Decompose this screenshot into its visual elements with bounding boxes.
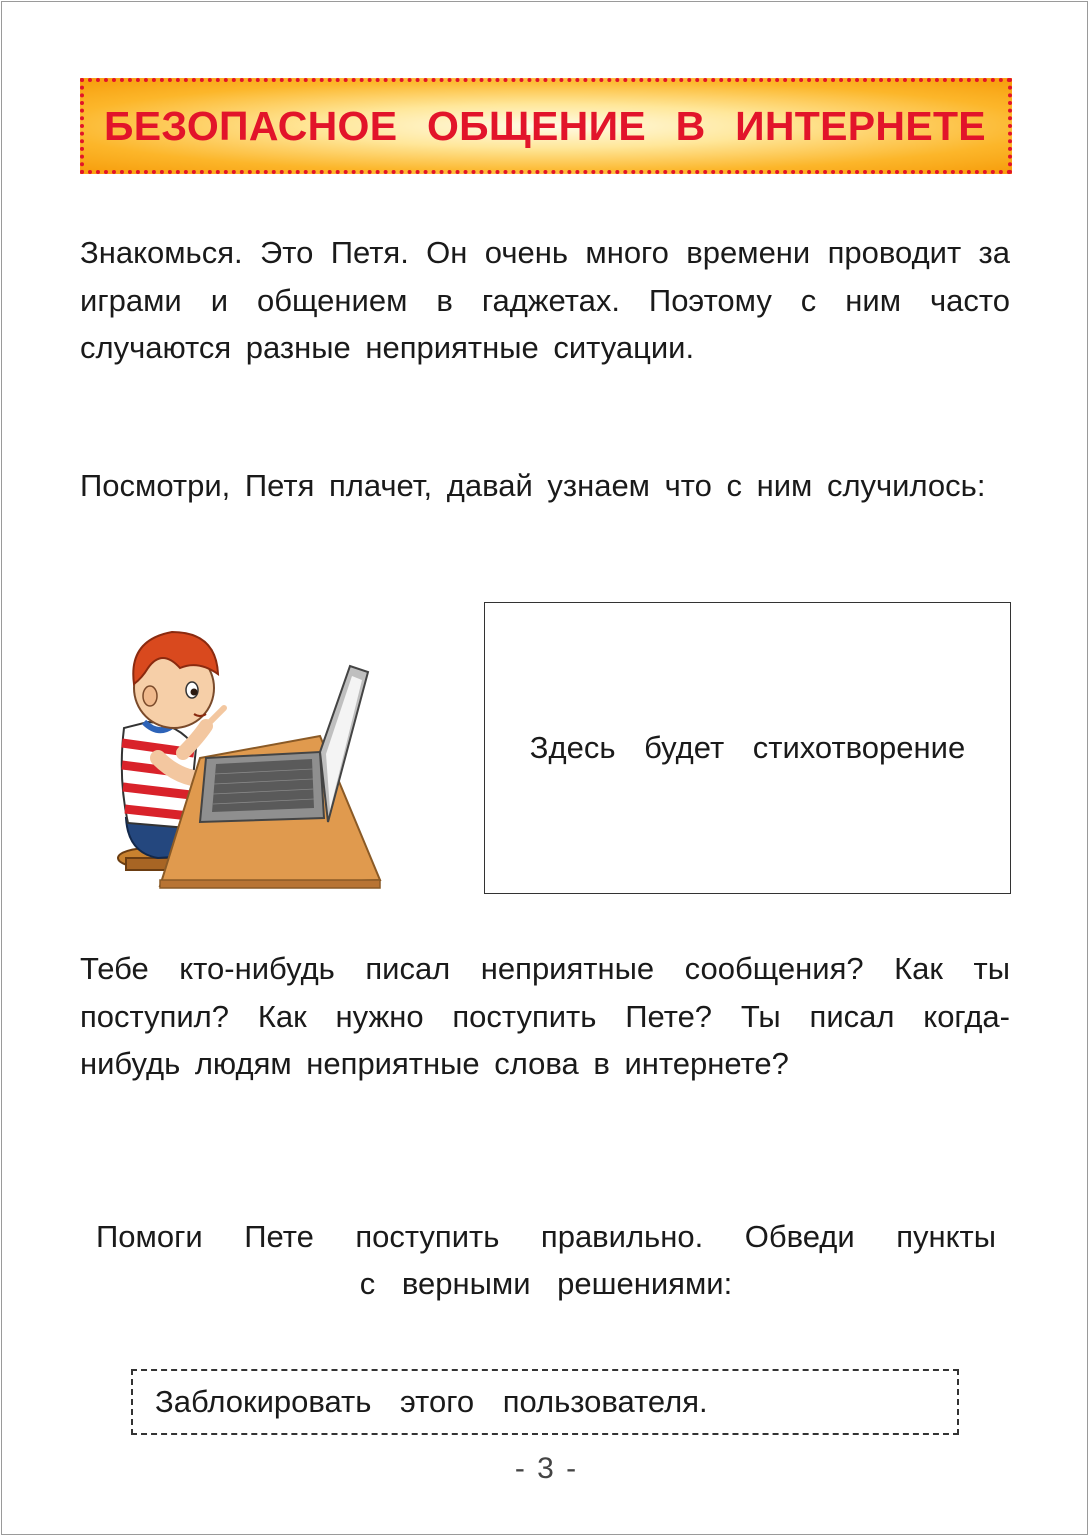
task-line-1: Помоги Пете поступить правильно. Обведи пункты <box>96 1219 996 1254</box>
page-number: - 3 - <box>514 1452 577 1485</box>
intro-paragraph: Знакомься. Это Петя. Он очень много времени проводит за играми и общением в гаджетах. Поэтому с ним часто случаются разные неприятные ситуации. <box>80 235 1010 365</box>
task-line-2: с верными решениями: <box>359 1266 733 1301</box>
poem-placeholder-text: Здесь будет стихотворение <box>529 730 966 765</box>
questions-paragraph: Тебе кто-нибудь писал неприятные сообщения? Как ты поступил? Как нужно поступить Пете? Ты писал когда-нибудь людям неприятные слова в интернете? <box>80 951 1010 1081</box>
answer-option-label: Заблокировать этого пользователя. <box>155 1384 708 1419</box>
title-word-1: БЕЗОПАСНОЕ <box>104 102 398 149</box>
title-word-4: ИНТЕРНЕТЕ <box>735 102 986 149</box>
poem-placeholder-box <box>484 602 1011 894</box>
answer-option-box[interactable] <box>131 1369 959 1435</box>
boy-at-laptop-illustration <box>88 618 388 893</box>
title-banner <box>80 78 1012 174</box>
task-instruction <box>96 1213 996 1307</box>
title-word-3: В <box>675 102 706 149</box>
cry-paragraph: Посмотри, Петя плачет, давай узнаем что с ним случилось: <box>80 468 986 503</box>
title-word-2: ОБЩЕНИЕ <box>426 102 646 149</box>
